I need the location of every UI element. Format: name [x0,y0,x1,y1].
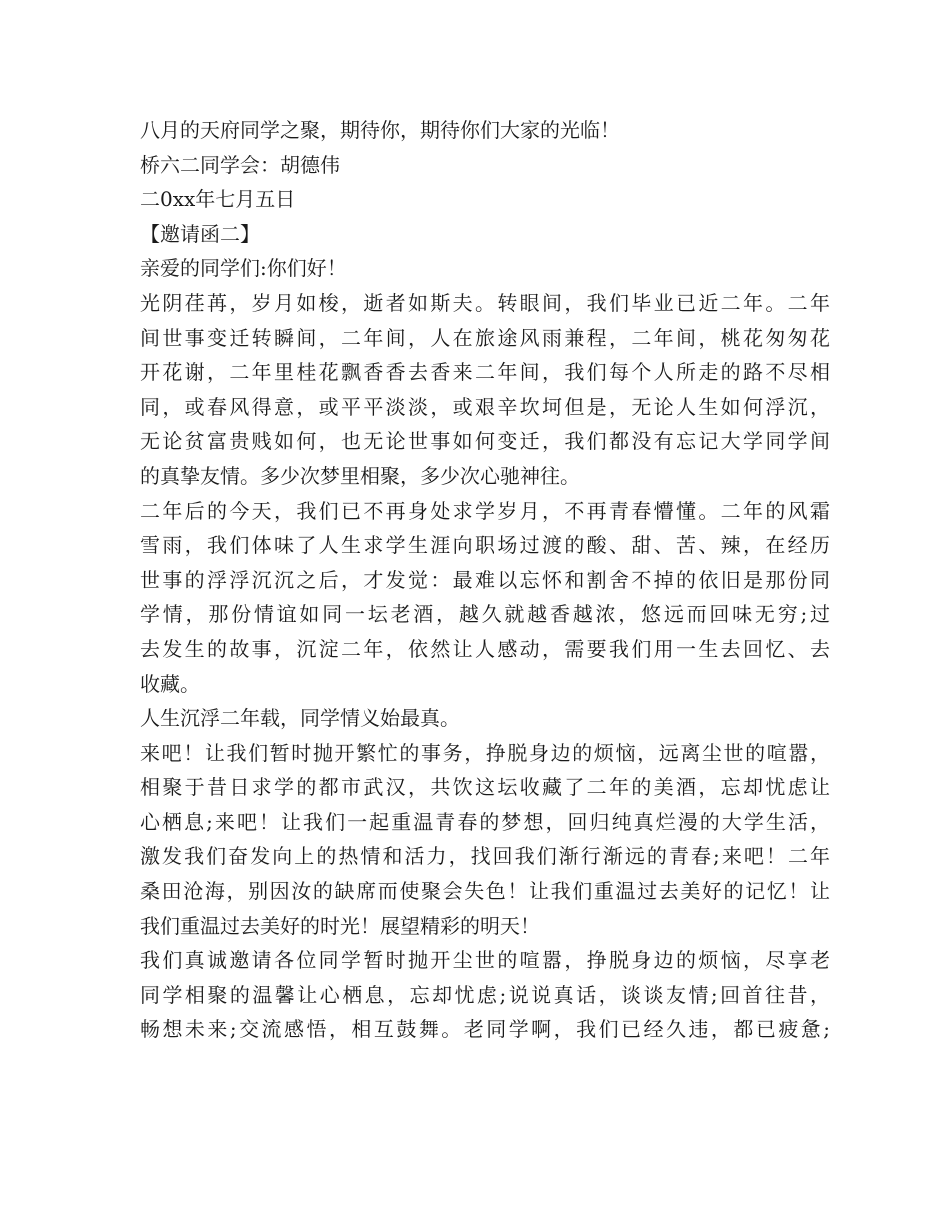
text-line: 无论贫富贵贱如何，也无论世事如何变迁，我们都没有忘记大学同学间 [140,429,830,454]
text-line: 雪雨，我们体味了人生求学生涯向职场过渡的酸、甜、苦、辣，在经历 [140,533,830,558]
text-line: 开花谢，二年里桂花飘香香去香来二年间，我们每个人所走的路不尽相 [140,360,830,385]
text-line: 相聚于昔日求学的都市武汉，共饮这坛收藏了二年的美酒，忘却忧虑让 [140,775,830,800]
text-line: 桑田沧海，别因汝的缺席而使聚会失色！让我们重温过去美好的记忆！让 [140,879,830,904]
text-line: 光阴荏苒，岁月如梭，逝者如斯夫。转眼间，我们毕业已近二年。二年 [140,290,830,315]
text-line: 学情，那份情谊如同一坛老酒，越久就越香越浓，悠远而回味无穷;过 [140,602,830,627]
text-line: 畅想未来;交流感悟，相互鼓舞。老同学啊，我们已经久违，都已疲惫; [140,1017,830,1042]
text-line: 同学相聚的温馨让心栖息，忘却忧虑;说说真话，谈谈友情;回首往昔， [140,982,830,1007]
text-line: 去发生的故事，沉淀二年，依然让人感动，需要我们用一生去回忆、去 [140,636,830,661]
text-line: 二0xx年七月五日 [140,187,296,212]
text-line: 八月的天府同学之聚，期待你，期待你们大家的光临！ [140,118,620,142]
text-line: 世事的浮浮沉沉之后，才发觉：最难以忘怀和割舍不掉的依旧是那份同 [140,567,830,592]
text-line: 人生沉浮二年载，同学情义始最真。 [140,706,460,731]
text-line: 收藏。 [140,671,200,696]
salutation: 亲爱的同学们:你们好！ [140,256,347,281]
text-line: 来吧！让我们暂时抛开繁忙的事务，挣脱身边的烦恼，远离尘世的喧嚣， [140,740,830,765]
text-line: 我们真诚邀请各位同学暂时抛开尘世的喧嚣，挣脱身边的烦恼，尽享老 [140,948,830,973]
text-line: 桥六二同学会：胡德伟 [140,152,340,177]
text-line: 我们重温过去美好的时光！展望精彩的明天！ [140,913,540,938]
text-line: 激发我们奋发向上的热情和活力，找回我们渐行渐远的青春;来吧！二年 [140,844,830,869]
document-body [140,113,830,1047]
text-line: 间世事变迁转瞬间，二年间，人在旅途风雨兼程，二年间，桃花匆匆花 [140,325,830,350]
text-line: 二年后的今天，我们已不再身处求学岁月，不再青春懵懂。二年的风霜 [140,498,830,523]
text-line: 同，或春风得意，或平平淡淡，或艰辛坎坷但是，无论人生如何浮沉， [140,394,830,419]
text-line: 的真挚友情。多少次梦里相聚，多少次心驰神往。 [140,463,580,488]
section-heading: 【邀请函二】 [140,221,260,246]
text-line: 心栖息;来吧！让我们一起重温青春的梦想，回归纯真烂漫的大学生活， [140,809,830,834]
